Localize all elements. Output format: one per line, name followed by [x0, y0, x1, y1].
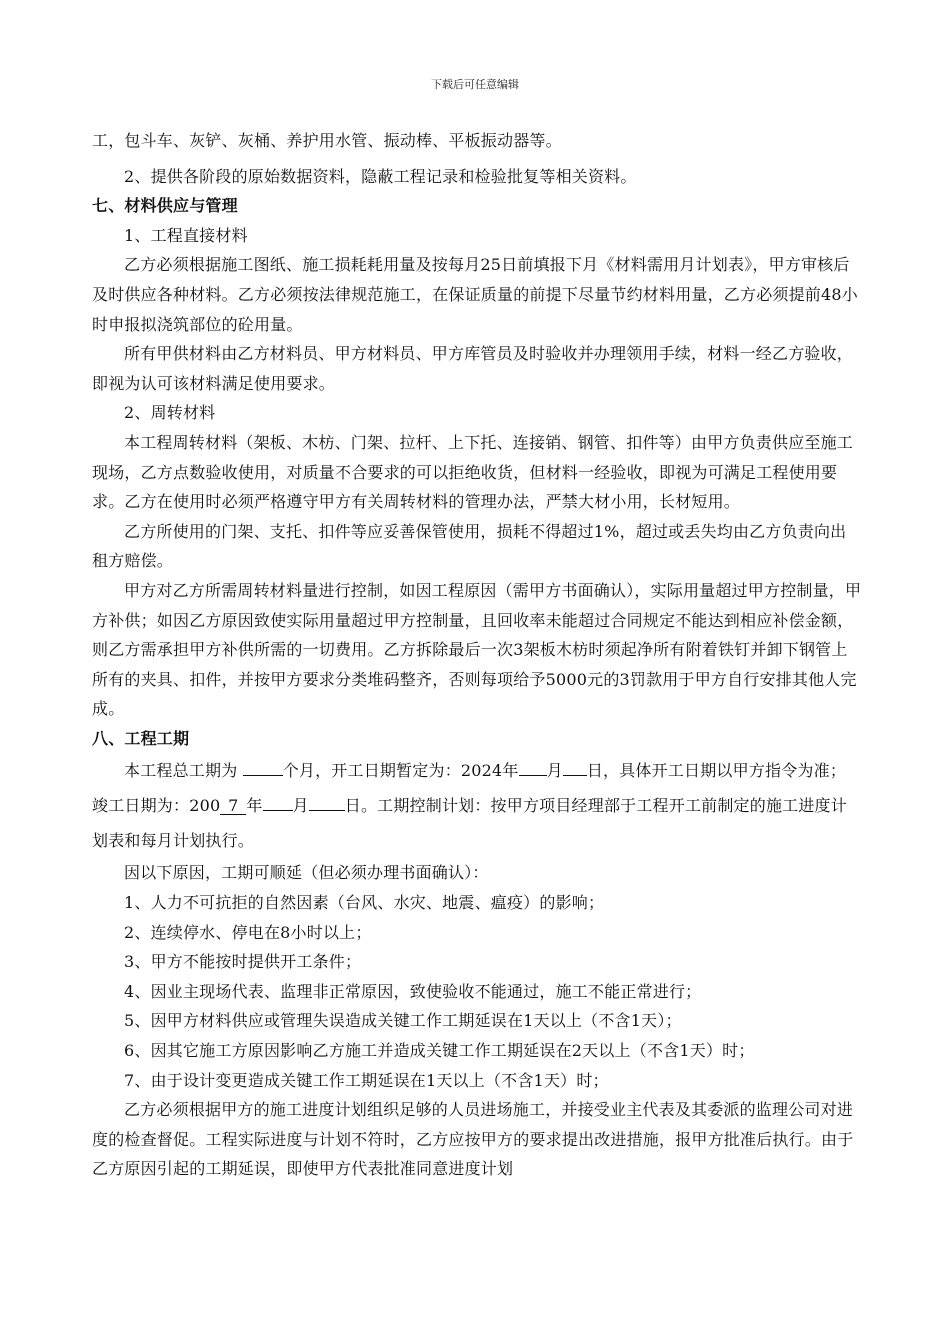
paragraph: 2、提供各阶段的原始数据资料，隐蔽工程记录和检验批复等相关资料。	[124, 166, 637, 186]
list-item: 4、因业主现场代表、监理非正常原因，致使验收不能通过，施工不能正常进行；	[124, 981, 702, 1001]
blank-total-months[interactable]	[243, 775, 283, 776]
section-heading-7: 七、材料供应与管理	[92, 196, 238, 216]
document-body	[92, 126, 862, 1184]
schedule-text: 月	[546, 761, 563, 781]
subheading: 1、工程直接材料	[124, 225, 248, 245]
list-item: 1、人力不可抗拒的自然因素（台风、水灾、地震、瘟疫）的影响；	[124, 893, 605, 913]
paragraph: 乙方必须根据施工图纸、施工损耗耗用量及按每月25日前填报下月《材料需用月计划表》，甲方审核后及时供应各种材料。乙方必须按法律规范施工，在保证质量的前提下尽量节约材料用量，乙方必须提前48小时申报拟浇筑部位的砼用量。	[92, 255, 858, 334]
schedule-text: 年	[246, 796, 263, 816]
paragraph: 乙方必须根据甲方的施工进度计划组织足够的人员进场施工，并接受业主代表及其委派的监理公司对进度的检查督促。工程实际进度与计划不符时，乙方应按甲方的要求提出改进措施，报甲方批准后执行。由于乙方原因引起的工期延误，即使甲方代表批准同意进度计划	[92, 1100, 854, 1179]
schedule-text: 日，具体开工日期以甲方指令为准；竣工日期为：200	[92, 761, 847, 816]
paragraph: 甲方对乙方所需周转材料量进行控制，如因工程原因（需甲方书面确认），实际用量超过甲方控制量，甲方补供；如因乙方原因致使实际用量超过甲方控制量，且回收率未能超过合同规定不能达到相应补偿金额，则乙方需承担甲方补供所需的一切费用。乙方拆除最后一次3架板木枋时须起净所有附着铁钉并卸下钢管上所有的夹具、扣件，并按甲方要求分类堆码整齐，否则每项给予5000元的3罚款用于甲方自行安排其他人完成。	[92, 580, 862, 719]
blank-end-day[interactable]	[309, 810, 345, 811]
list-item: 2、连续停水、停电在8小时以上；	[124, 922, 372, 942]
page-header: 下载后可任意编辑	[431, 78, 519, 91]
paragraph: 所有甲供材料由乙方材料员、甲方材料员、甲方库管员及时验收并办理领用手续，材料一经乙方验收，即视为认可该材料满足使用要求。	[92, 344, 854, 393]
blank-end-year[interactable]: 7	[220, 798, 246, 815]
schedule-text: 月	[292, 796, 309, 816]
blank-start-day[interactable]	[563, 775, 587, 776]
list-item: 6、因其它施工方原因影响乙方施工并造成关键工作工期延误在2天以上（不含1天）时；	[124, 1041, 755, 1061]
list-item: 3、甲方不能按时提供开工条件；	[124, 952, 362, 972]
schedule-text: 个月，开工日期暂定为：2024年	[282, 761, 519, 781]
paragraph: 乙方所使用的门架、支托、扣件等应妥善保管使用，损耗不得超过1%，超过或丢失均由乙方负责向出租方赔偿。	[92, 521, 847, 571]
paragraph: 本工程周转材料（架板、木枋、门架、拉杆、上下托、连接销、钢管、扣件等）由甲方负责供应至施工现场，乙方点数验收使用，对质量不合要求的可以拒绝收货，但材料一经验收，即视为可满足工程使用要求。乙方在使用时必须严格遵守甲方有关周转材料的管理办法，严禁大材小用，长材短用。	[92, 432, 854, 512]
paragraph: 因以下原因，工期可顺延（但必须办理书面确认）：	[124, 863, 489, 883]
subheading: 2、周转材料	[124, 403, 216, 423]
section-heading-8: 八、工程工期	[92, 728, 190, 748]
schedule-text: 日。工期控制计划：按甲方项目经理部于工程开工前制定的施工进度计划表和每月计划执行。	[92, 796, 847, 851]
blank-end-month[interactable]	[263, 810, 293, 811]
paragraph: 工，包斗车、灰铲、灰桶、养护用水管、振动棒、平板振动器等。	[92, 131, 562, 150]
list-item: 5、因甲方材料供应或管理失误造成关键工作工期延误在1天以上（不含1天）；	[124, 1011, 682, 1031]
blank-start-month[interactable]	[519, 775, 547, 776]
schedule-paragraph	[92, 753, 862, 858]
list-item: 7、由于设计变更造成关键工作工期延误在1天以上（不含1天）时；	[124, 1070, 609, 1090]
schedule-text: 本工程总工期为	[124, 761, 243, 781]
